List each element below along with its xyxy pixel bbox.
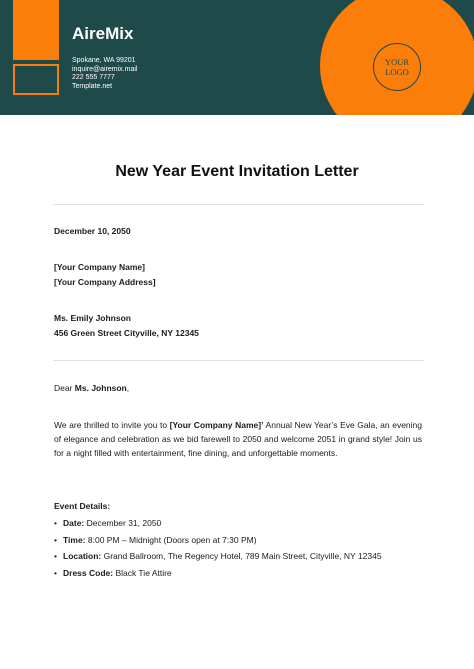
contact-phone: 222 555 7777 — [72, 74, 115, 82]
salutation-prefix: Dear — [54, 383, 75, 393]
salutation-name: Ms. Johnson — [74, 383, 127, 393]
recipient-name: Ms. Emily Johnson — [54, 313, 131, 323]
logo-text-line-1: YOUR — [384, 57, 410, 67]
body-company-name: [Your Company Name]’ — [169, 420, 264, 430]
detail-label: Dress Code: — [63, 567, 114, 578]
letter-date: December 10, 2050 — [54, 226, 131, 236]
bullet-icon: • — [54, 567, 57, 578]
detail-value: Black Tie Attire — [113, 567, 172, 578]
salutation-suffix: , — [126, 383, 130, 393]
sender-address: [Your Company Address] — [54, 277, 156, 287]
divider — [53, 204, 424, 205]
divider — [53, 360, 424, 361]
contact-website: Template.net — [72, 82, 113, 90]
list-item — [54, 515, 382, 532]
body-text-start: We are thrilled to invite you to — [54, 420, 170, 430]
contact-address: Spokane, WA 99201 — [72, 57, 136, 64]
event-details-list — [54, 515, 382, 581]
salutation — [54, 383, 129, 393]
detail-value: Grand Ballroom, The Regency Hotel, 789 Main Street, Cityville, NY 12345 — [101, 551, 382, 561]
bullet-icon: • — [54, 518, 57, 528]
contact-info — [72, 57, 137, 91]
bullet-icon: • — [54, 534, 57, 545]
page-title: New Year Event Invitation Letter — [115, 163, 359, 180]
body-text-end: Annual New Year’s Eve Gala, an evening of elegance and celebration as we bid farewell to 2050 and welcome 2051 in grand style! Join us for a night filled with entertainment, fine dining, and unforgettable moments. — [54, 420, 422, 458]
event-details-heading: Event Details: — [54, 501, 111, 511]
brand-block-outline — [13, 64, 59, 95]
bullet-icon: • — [54, 551, 57, 561]
detail-value: 8:00 PM – Midnight (Doors open at 7:30 PM) — [85, 534, 257, 545]
brand-block-solid — [13, 0, 59, 60]
recipient-address: 456 Green Street Cityville, NY 12345 — [54, 328, 199, 338]
list-item — [54, 548, 382, 565]
list-item — [54, 565, 382, 582]
detail-label: Location: — [63, 551, 102, 561]
logo-placeholder — [373, 43, 421, 91]
letterhead — [0, 0, 474, 115]
logo-text-line-2: LOGO — [385, 67, 409, 77]
detail-value: December 31, 2050 — [84, 518, 162, 528]
body-paragraph — [54, 418, 422, 460]
list-item — [54, 532, 382, 549]
company-name: AireMix — [72, 24, 134, 43]
detail-label: Time: — [63, 534, 86, 545]
sender-company: [Your Company Name] — [54, 262, 145, 272]
contact-email: inquire@airemix.mail — [72, 65, 138, 73]
detail-label: Date: — [63, 518, 85, 528]
